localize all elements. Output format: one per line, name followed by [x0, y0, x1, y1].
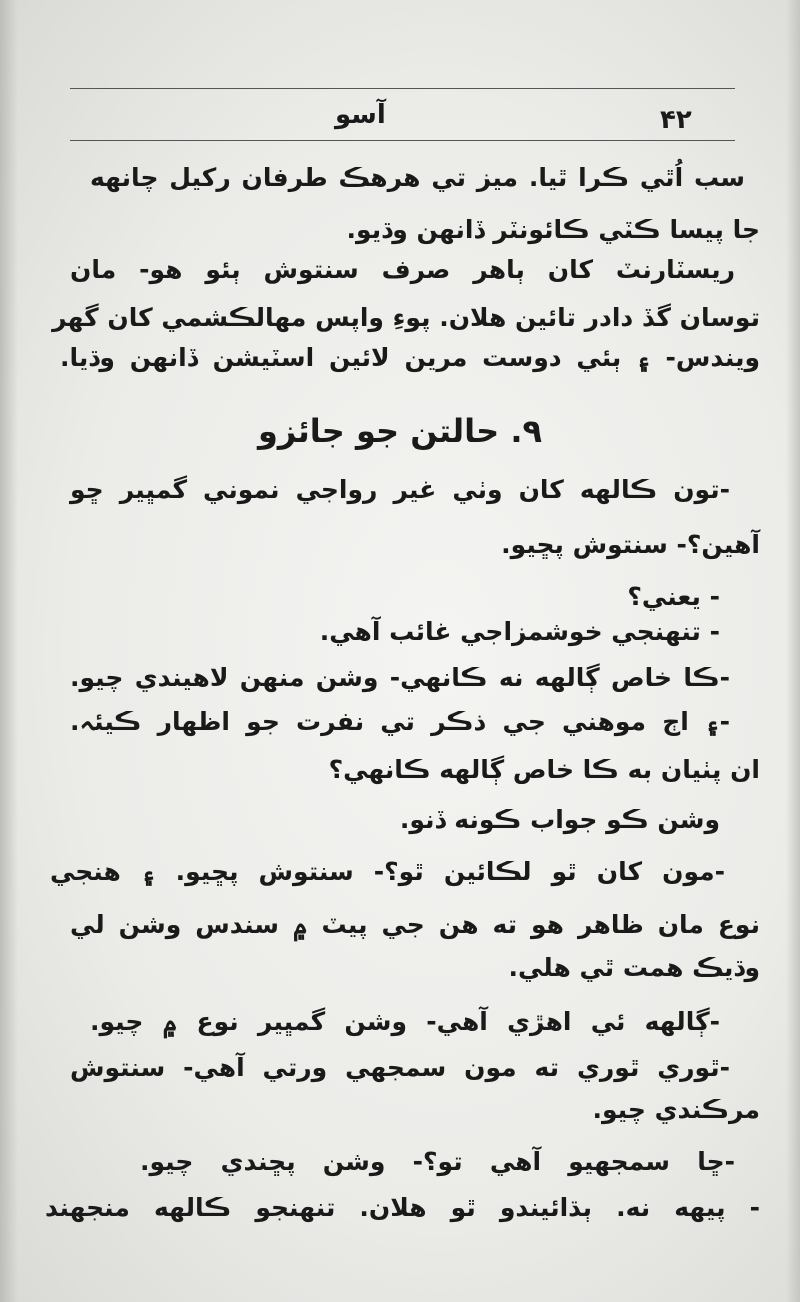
text-line: آهين؟- سنتوش پڇيو. [501, 530, 760, 559]
text-line: - يعني؟ [627, 582, 720, 611]
section-heading: ۹. حالتن جو جائزو [257, 412, 543, 450]
text-line: -ڪا خاص ڳالهه نه ڪانهي- وشن منهن لاهيندي چيو. [70, 663, 730, 692]
text-line: -تون ڪالهه کان وٺي غير رواجي نموني گمڀير ڇو [70, 475, 730, 504]
text-line: ريسٽارنٽ کان ٻاهر صرف سنتوش ٻئو هو- مان [70, 255, 735, 284]
text-line: جا پيسا ڪٽي ڪائونٽر ڏانهن وڌيو. [346, 215, 760, 244]
text-line: -۽ اڄ موهني جي ذڪر تي نفرت جو اظهار ڪيئہ. [70, 707, 730, 736]
header-rule [70, 140, 735, 141]
text-line: -ڳالهه ئي اهڙي آهي- وشن گمڀير نوع ۾ چيو. [90, 1007, 720, 1036]
text-line: - پيهه نه. ٻڌائيندو ٿو هلان. تنهنجو ڪالهه منجهند [45, 1193, 760, 1222]
text-line: نوع مان ظاهر هو ته هن جي پيٽ ۾ سندس وشن لي [70, 910, 760, 939]
text-line: ان پٺيان به ڪا خاص ڳالهه ڪانهي؟ [328, 755, 760, 784]
running-title: آسو [335, 100, 386, 130]
page-edge-shadow [0, 0, 18, 1302]
text-line: وشن ڪو جواب ڪونه ڏنو. [399, 805, 720, 834]
text-line: -ڇا سمجهيو آهي تو؟- وشن پڇندي چيو. [140, 1147, 735, 1176]
top-rule [70, 88, 735, 89]
text-line: توسان گڏ دادر تائين هلان. پوءِ واپس مهالڪشمي کان گهر [52, 303, 760, 332]
text-line: ويندس- ۽ ٻئي دوست مرين لائين اسٽيشن ڏانهن وڌيا. [60, 343, 760, 372]
page-edge-shadow [786, 0, 800, 1302]
text-line: -ٿوري ٿوري ته مون سمجهي ورتي آهي- سنتوش [70, 1053, 730, 1082]
text-line: وڌيڪ همت ٿي هلي. [508, 953, 760, 982]
text-line: مرڪندي چيو. [592, 1095, 760, 1124]
text-line: سب اُٿي ڪرا ٿيا. ميز تي هرهڪ طرفان رکيل چانهه [90, 163, 745, 192]
text-line: - تنهنجي خوشمزاجي غائب آهي. [319, 617, 720, 646]
text-line: -مون کان ٿو لڪائين ٿو؟- سنتوش پڇيو. ۽ هنجي [50, 857, 725, 886]
page-number: ۴۲ [660, 105, 692, 135]
